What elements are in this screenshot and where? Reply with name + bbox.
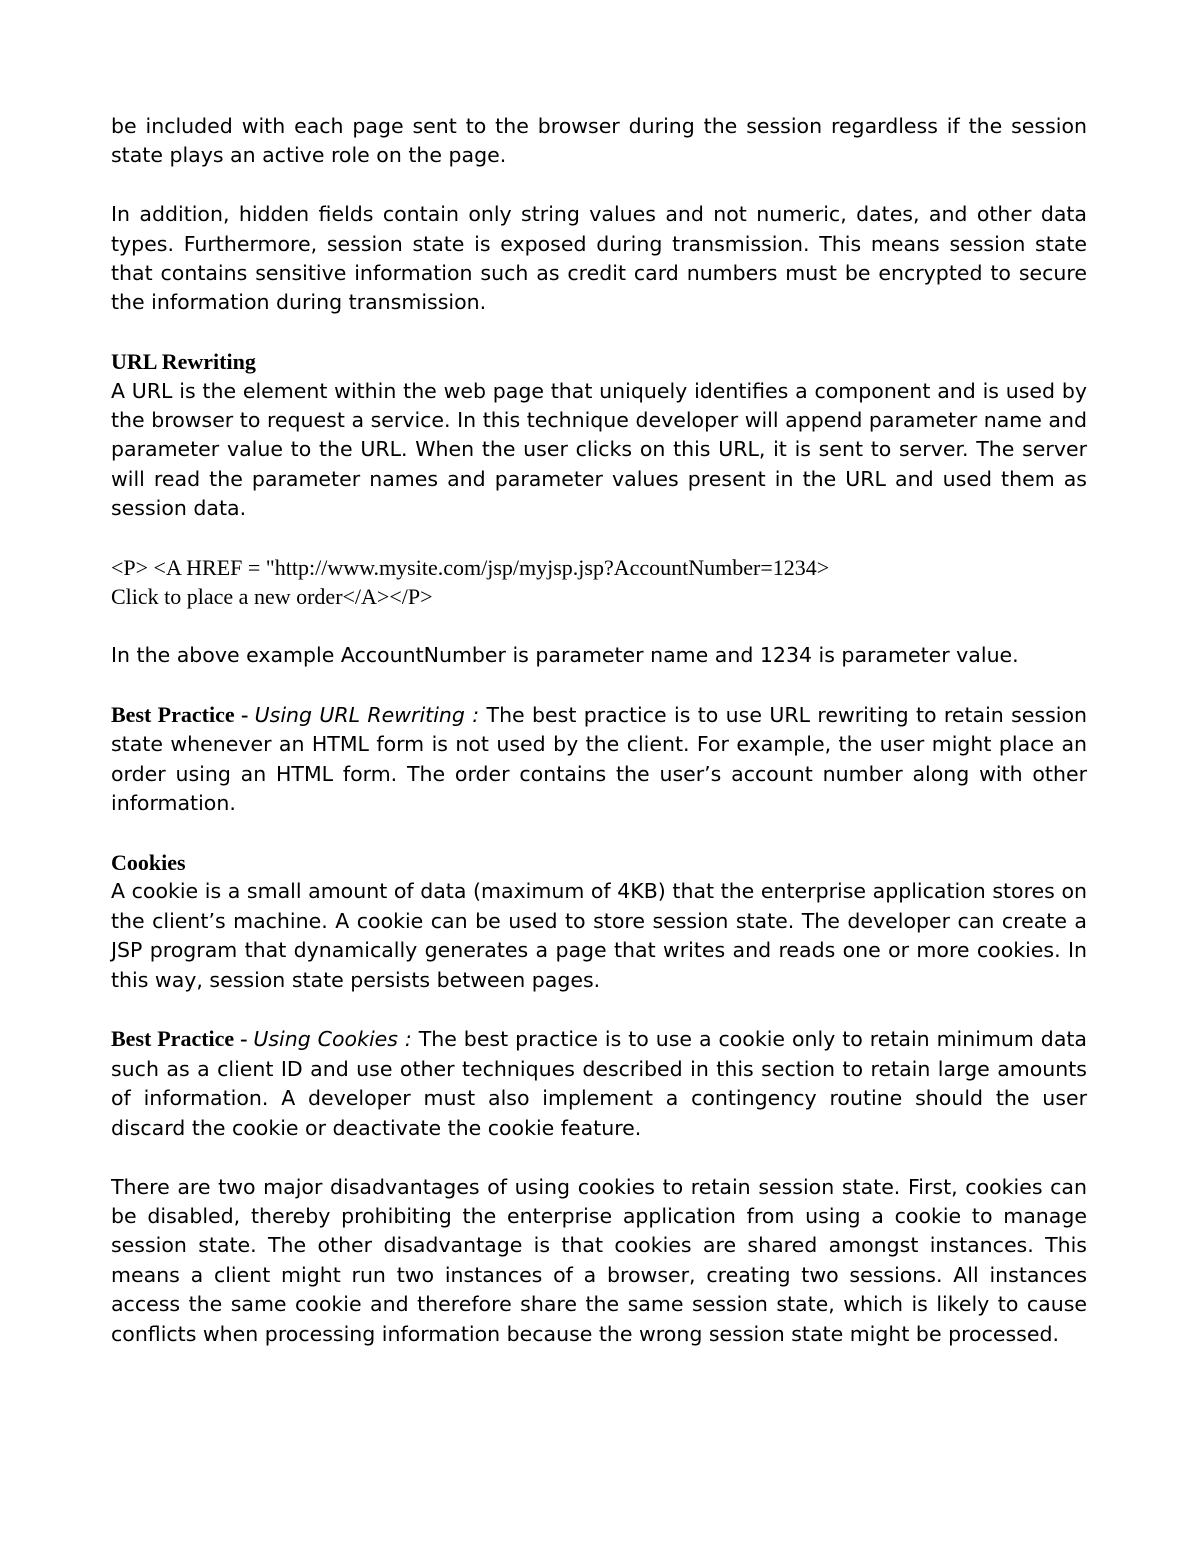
best-practice-label: Best Practice - — [111, 1026, 254, 1052]
paragraph-best-practice-cookies — [111, 1024, 1087, 1143]
code-line-1: <P> <A HREF = "http://www.mysite.com/jsp/myjsp.jsp?AccountNumber=1234> — [111, 555, 830, 581]
document-page — [111, 112, 1087, 1378]
best-practice-title: Using Cookies : — [253, 1027, 419, 1052]
paragraph-hidden-fields: In addition, hidden fields contain only string values and not numeric, dates, and other data types. Furthermore, session state is exposed during transmission. This means session state that contains sensitive information such as credit card numbers must be encrypted to secure the information during transmission. — [111, 202, 1087, 315]
paragraph-session-state-intro: be included with each page sent to the browser during the session regardless if the session state plays an active role on the page. — [111, 114, 1087, 168]
paragraph-best-practice-url — [111, 700, 1087, 819]
heading-cookies: Cookies — [111, 850, 186, 876]
section-url-rewriting — [111, 347, 1087, 523]
heading-url-rewriting: URL Rewriting — [111, 349, 256, 375]
best-practice-title: Using URL Rewriting : — [254, 703, 487, 728]
best-practice-label: Best Practice - — [111, 702, 255, 728]
code-line-2: Click to place a new order</A></P> — [111, 584, 433, 610]
paragraph-example-note: In the above example AccountNumber is parameter name and 1234 is parameter value. — [111, 643, 1019, 668]
section-cookies — [111, 848, 1087, 995]
best-practice-text: The best practice is to use a cookie only to retain minimum data such as a client ID and use other techniques described in this section to retain large amounts of information. A developer must also implement a contingency routine should the user discard the cookie or deactivate the cookie feature. — [111, 1027, 1087, 1140]
paragraph-cookie-disadvantages: There are two major disadvantages of using cookies to retain session state. First, cookies can be disabled, thereby prohibiting the enterprise application from using a cookie to manage session state. The other disadvantage is that cookies are shared amongst instances. This means a client might run two instances of a browser, creating two sessions. All instances access the same cookie and therefore share the same session state, which is likely to cause conflicts when processing information because the wrong session state might be processed. — [111, 1174, 1087, 1346]
paragraph-url-rewriting-body: A URL is the element within the web page that uniquely identifies a component and is used by the browser to request a service. In this technique developer will append parameter name and parameter value to the URL. When the user clicks on this URL, it is sent to server. The server will read the parameter names and parameter values present in the URL and used them as session data. — [111, 378, 1087, 521]
code-example — [111, 553, 1087, 612]
best-practice-text: The best practice is to use URL rewriting to retain session state whenever an HTML form is not used by the client. For example, the user might place an order using an HTML form. The order contains the user’s account number along with other information. — [111, 703, 1088, 816]
paragraph-cookies-body: A cookie is a small amount of data (maximum of 4KB) that the enterprise application stores on the client’s machine. A cookie can be used to store session state. The developer can create a JSP program that dynamically generates a page that writes and reads one or more cookies. In this way, session state persists between pages. — [111, 879, 1087, 992]
